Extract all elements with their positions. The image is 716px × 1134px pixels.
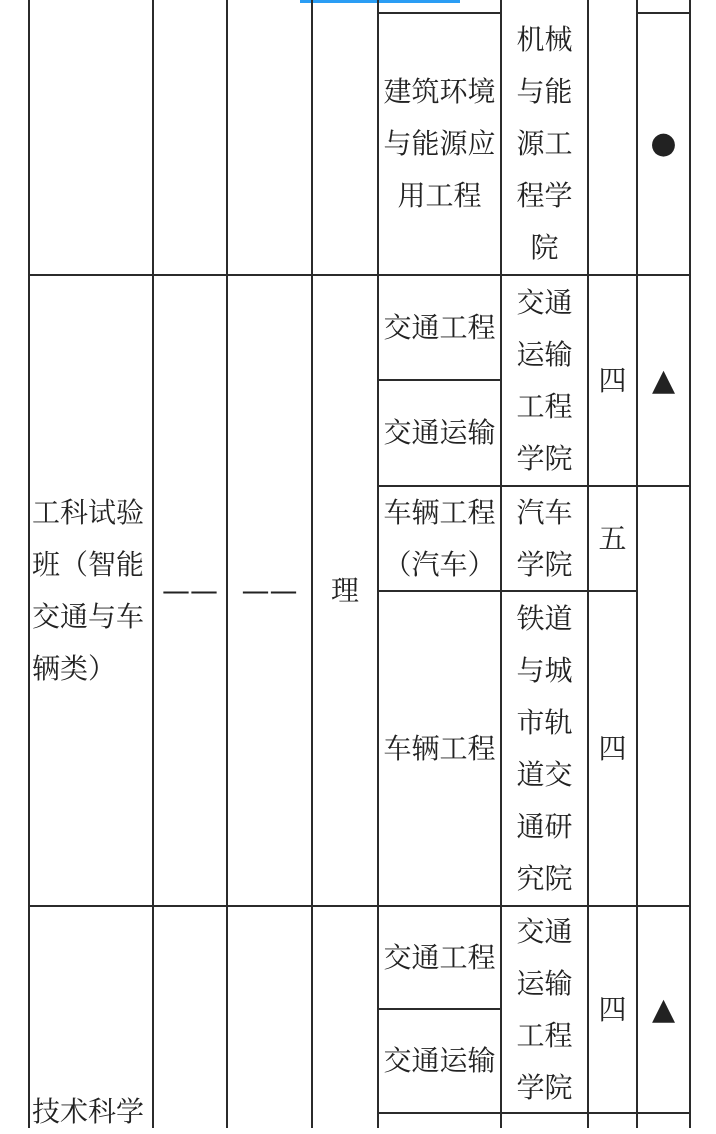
years-cell: 四 bbox=[598, 992, 627, 1026]
dash-cell: —— bbox=[241, 573, 298, 607]
class-name-cell: 技术科学 bbox=[32, 1095, 145, 1128]
major-cell: 交通运输 bbox=[383, 1044, 496, 1077]
triangle-mark-icon: ▲ bbox=[651, 991, 676, 1027]
years-cell: 五 bbox=[598, 521, 627, 555]
major-cell: 车辆工程 （汽车） bbox=[383, 495, 496, 581]
college-cell: 交通 运输 工程 学院 bbox=[516, 285, 573, 475]
college-cell: 机械 与能 源工 程学 院 bbox=[516, 23, 573, 264]
major-cell: 交通工程 bbox=[383, 310, 496, 344]
major-cell: 交通运输 bbox=[383, 416, 496, 449]
major-cell: 车辆工程 bbox=[383, 731, 496, 765]
years-cell: 四 bbox=[598, 731, 627, 765]
college-cell: 汽车 学院 bbox=[516, 495, 573, 581]
category-cell: 理 bbox=[330, 573, 359, 607]
years-cell: 四 bbox=[598, 363, 627, 397]
college-cell: 交通 运输 工程 学院 bbox=[516, 914, 573, 1104]
table-row-divider bbox=[636, 485, 691, 487]
triangle-mark-icon: ▲ bbox=[651, 362, 676, 398]
dash-cell: —— bbox=[162, 573, 218, 607]
table-border-left bbox=[28, 0, 30, 1128]
table-border-right bbox=[689, 0, 691, 1128]
circle-mark-icon: ● bbox=[650, 126, 677, 161]
class-name-cell: 工科试验 班（智能 交通与车 辆类） bbox=[32, 495, 145, 685]
college-cell: 铁道 与城 市轨 道交 通研 究院 bbox=[516, 601, 573, 895]
major-cell: 建筑环境 与能源应 用工程 bbox=[383, 75, 496, 212]
major-cell: 交通工程 bbox=[383, 940, 496, 974]
